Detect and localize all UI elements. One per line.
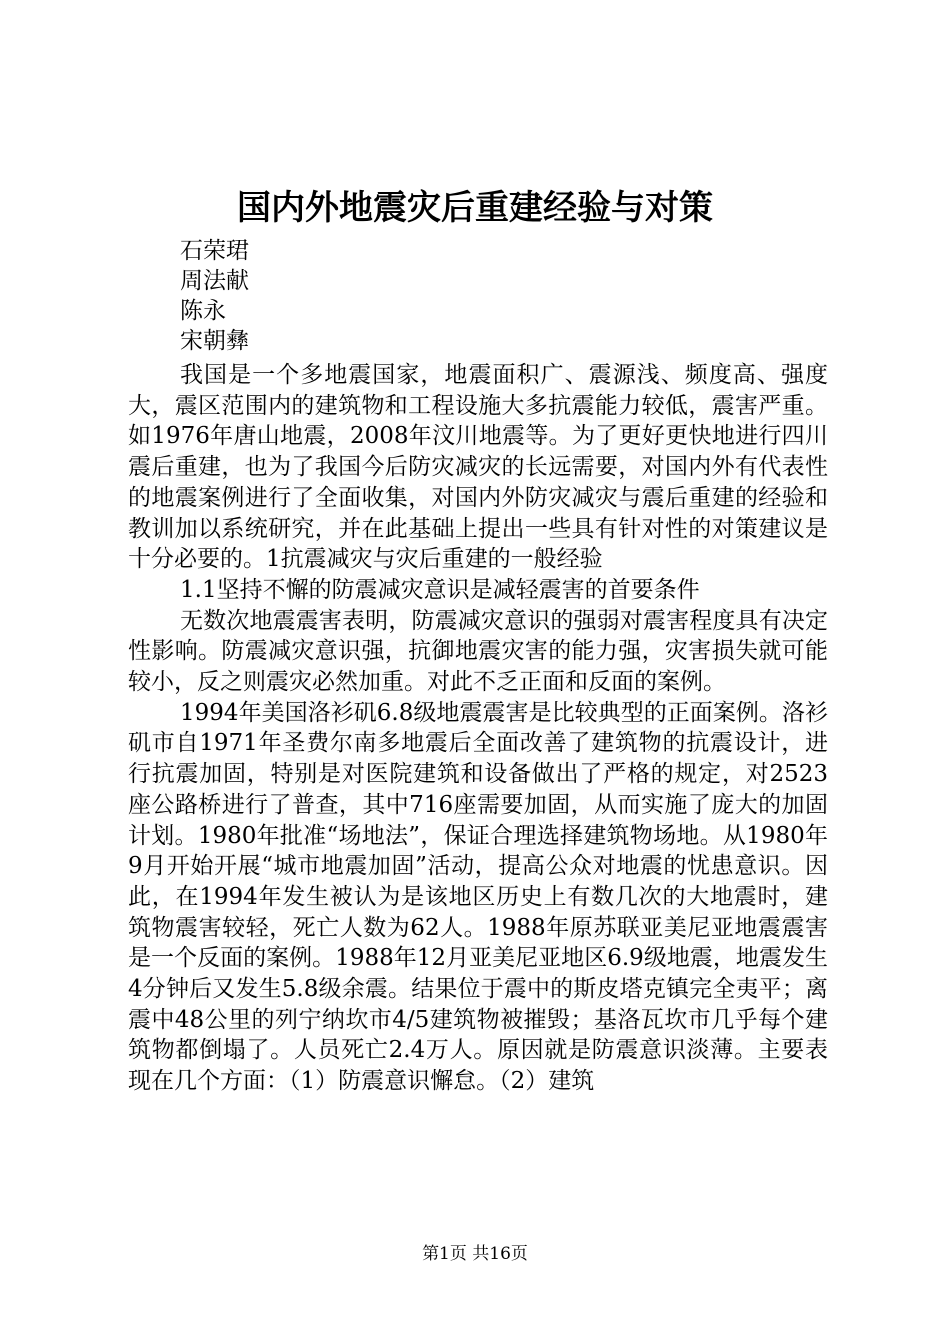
page-number-footer: 第1页 共16页	[422, 1244, 528, 1264]
section-heading: 1.1坚持不懈的防震减灾意识是减轻震害的首要条件	[180, 576, 700, 603]
author-name: 宋朝彝	[180, 328, 249, 354]
body-paragraph: 1994年美国洛衫矶6.8级地震震害是比较典型的正面案例。洛衫矶市自1971年圣费尔南多地震后全面改善了建筑物的抗震设计，进行抗震加固，特别是对医院建筑和设备做出了严格的规定，对2523座公路桥进行了普查，其中716座需要加固，从而实施了庞大的加固计划。1980年批准“场地法”，保证合理选择建筑物场地。从1980年9月开始开展“城市地震加固”活动，提高公众对地震的忧患意识。因此，在1994年发生被认为是该地区历史上有数几次的大地震时，建筑物震害较轻，死亡人数为62人。1988年原苏联亚美尼亚地震震害是一个反面的案例。1988年12月亚美尼亚地区6.9级地震，地震发生4分钟后又发生5.8级余震。结果位于震中的斯皮塔克镇完全夷平；离震中48公里的列宁纳坎市4/5建筑物被摧毁；基洛瓦坎市几乎每个建筑物都倒塌了。人员死亡2.4万人。原因就是防震意识淡薄。主要表现在几个方面：（1）防震意识懈怠。（2）建筑	[128, 699, 828, 1095]
body-paragraph: 无数次地震震害表明，防震减灾意识的强弱对震害程度具有决定性影响。防震减灾意识强，抗御地震灾害的能力强，灾害损失就可能较小，反之则震灾必然加重。对此不乏正面和反面的案例。	[128, 607, 828, 696]
document-body	[128, 360, 828, 1097]
author-name: 陈永	[180, 298, 226, 324]
author-list	[180, 236, 249, 356]
document-title: 国内外地震灾后重建经验与对策	[237, 188, 713, 228]
author-name: 石荣珺	[180, 238, 249, 264]
author-name: 周法献	[180, 268, 249, 294]
body-paragraph: 我国是一个多地震国家，地震面积广、震源浅、频度高、强度大，震区范围内的建筑物和工程设施大多抗震能力较低，震害严重。如1976年唐山地震，2008年汶川地震等。为了更好更快地进行四川震后重建，也为了我国今后防灾减灾的长远需要，对国内外有代表性的地震案例进行了全面收集，对国内外防灾减灾与震后重建的经验和教训加以系统研究，并在此基础上提出一些具有针对性的对策建议是十分必要的。1抗震减灾与灾后重建的一般经验	[128, 362, 828, 573]
